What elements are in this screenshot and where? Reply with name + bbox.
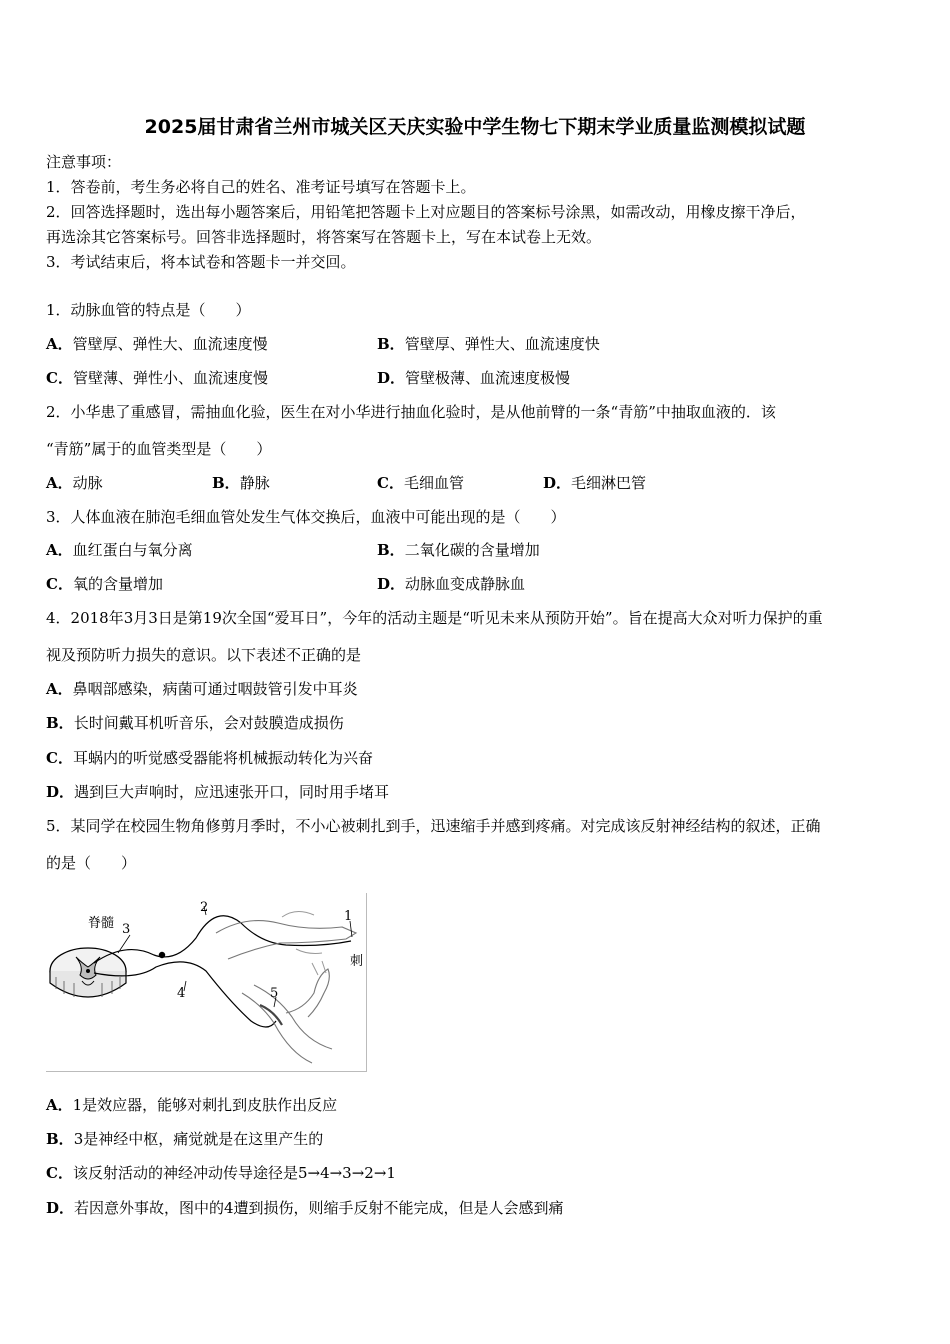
option-letter: C． xyxy=(46,369,73,387)
ganglion-dot xyxy=(159,952,165,958)
option-letter: A． xyxy=(46,680,73,698)
option-text: 遇到巨大声响时，应迅速张开口，同时用手堵耳 xyxy=(74,783,390,801)
option-text: 该反射活动的神经冲动传导途径是5→4→3→2→1 xyxy=(72,1164,396,1182)
q5-stem-2: 的是（ ） xyxy=(46,854,137,872)
option-letter: B． xyxy=(377,541,405,559)
afferent-nerve xyxy=(94,916,351,963)
option-text: 毛细淋巴管 xyxy=(571,474,647,492)
q3-stem: 3．人体血液在肺泡毛细血管处发生气体交换后，血液中可能出现的是（ ） xyxy=(46,508,566,526)
label-spinal-cord: 脊髓 xyxy=(88,916,115,931)
notice-item-3: 3．考试结束后，将本试卷和答题卡一并交回。 xyxy=(46,253,356,271)
spinal-cord-illustration xyxy=(50,948,126,997)
option-text: 管壁薄、弹性小、血流速度慢 xyxy=(72,369,268,387)
option-letter: D． xyxy=(377,369,406,387)
q4-option-a[interactable] xyxy=(46,679,358,699)
notice-heading: 注意事项： xyxy=(46,153,122,171)
q3-option-a[interactable] xyxy=(46,540,193,560)
option-text: 管壁极薄、血流速度极慢 xyxy=(405,369,571,387)
q1-option-b[interactable] xyxy=(377,334,600,354)
q3-option-c[interactable] xyxy=(46,574,163,594)
label-1: 1 xyxy=(344,909,353,924)
option-text: 长时间戴耳机听音乐，会对鼓膜造成损伤 xyxy=(73,714,344,732)
q1-stem: 1．动脉血管的特点是（ ） xyxy=(46,301,251,319)
q5-option-b[interactable] xyxy=(46,1129,323,1149)
q4-stem-1: 4．2018年3月3日是第19次全国“爱耳日”，今年的活动主题是“听见未来从预防开始”。旨在提高大众对听力保护的重 xyxy=(46,609,823,627)
option-letter: C． xyxy=(46,749,73,767)
q4-option-d[interactable] xyxy=(46,782,389,802)
option-letter: C． xyxy=(46,575,73,593)
option-letter: D． xyxy=(377,575,406,593)
option-text: 静脉 xyxy=(239,474,270,492)
q4-option-c[interactable] xyxy=(46,748,373,768)
page-title: 2025届甘肃省兰州市城关区天庆实验中学生物七下期末学业质量监测模拟试题 xyxy=(144,116,806,138)
option-text: 耳蜗内的听觉感受器能将机械振动转化为兴奋 xyxy=(72,749,373,767)
q1-option-d[interactable] xyxy=(377,368,570,388)
option-text: 血红蛋白与氧分离 xyxy=(72,541,193,559)
option-text: 动脉 xyxy=(72,474,103,492)
notice-item-2b: 再选涂其它答案标号。回答非选择题时，将答案写在答题卡上，写在本试卷上无效。 xyxy=(46,228,602,246)
label-4: 4 xyxy=(177,986,186,1001)
option-letter: B． xyxy=(212,474,240,492)
notice-item-2a: 2．回答选择题时，选出每小题答案后，用铅笔把答题卡上对应题目的答案标号涂黑，如需改动，用橡皮擦干净后， xyxy=(46,203,806,221)
q5-option-c[interactable] xyxy=(46,1163,396,1183)
q5-option-a[interactable] xyxy=(46,1095,337,1115)
q1-option-c[interactable] xyxy=(46,368,268,388)
option-text: 动脉血变成静脉血 xyxy=(405,575,526,593)
option-text: 1是效应器，能够对刺扎到皮肤作出反应 xyxy=(72,1096,338,1114)
q3-option-b[interactable] xyxy=(377,540,540,560)
q4-stem-2: 视及预防听力损失的意识。以下表述不正确的是 xyxy=(46,646,362,664)
q1-option-a[interactable] xyxy=(46,334,268,354)
q2-option-b[interactable] xyxy=(212,473,270,493)
reflex-arc-figure xyxy=(46,893,367,1072)
option-text: 氧的含量增加 xyxy=(72,575,163,593)
option-text: 二氧化碳的含量增加 xyxy=(404,541,540,559)
label-2: 2 xyxy=(200,900,209,915)
q4-option-b[interactable] xyxy=(46,713,344,733)
q2-option-a[interactable] xyxy=(46,473,103,493)
q5-option-d[interactable] xyxy=(46,1198,564,1218)
notice-item-1: 1．答卷前，考生务必将自己的姓名、准考证号填写在答题卡上。 xyxy=(46,178,476,196)
reflex-arc-diagram xyxy=(46,893,366,1071)
q5-stem-1: 5．某同学在校园生物角修剪月季时，不小心被刺扎到手，迅速缩手并感到疼痛。对完成该反射神经结构的叙述，正确 xyxy=(46,817,821,835)
option-letter: A． xyxy=(46,335,73,353)
option-letter: A． xyxy=(46,541,73,559)
option-text: 鼻咽部感染，病菌可通过咽鼓管引发中耳炎 xyxy=(72,680,358,698)
label-3: 3 xyxy=(122,922,131,937)
q2-stem-2: “青筋”属于的血管类型是（ ） xyxy=(46,440,272,458)
option-text: 管壁厚、弹性大、血流速度快 xyxy=(404,335,600,353)
option-letter: C． xyxy=(377,474,404,492)
q2-option-d[interactable] xyxy=(543,473,646,493)
option-letter: D． xyxy=(46,1199,75,1217)
q2-option-c[interactable] xyxy=(377,473,464,493)
option-letter: C． xyxy=(46,1164,73,1182)
option-letter: B． xyxy=(377,335,405,353)
option-letter: B． xyxy=(46,1130,74,1148)
option-letter: D． xyxy=(46,783,75,801)
option-text: 若因意外事故，图中的4遭到损伤，则缩手反射不能完成，但是人会感到痛 xyxy=(74,1199,564,1217)
q2-stem-1: 2．小华患了重感冒，需抽血化验，医生在对小华进行抽血化验时，是从他前臂的一条“青筋”中抽取血液的．该 xyxy=(46,403,776,421)
option-letter: B． xyxy=(46,714,74,732)
arm-illustration xyxy=(216,911,356,1063)
label-thorn: 刺 xyxy=(350,954,364,969)
option-text: 管壁厚、弹性大、血流速度慢 xyxy=(72,335,268,353)
option-text: 3是神经中枢，痛觉就是在这里产生的 xyxy=(73,1130,324,1148)
option-letter: D． xyxy=(543,474,572,492)
q3-option-d[interactable] xyxy=(377,574,525,594)
label-5: 5 xyxy=(270,986,279,1001)
option-text: 毛细血管 xyxy=(403,474,464,492)
option-letter: A． xyxy=(46,474,73,492)
option-letter: A． xyxy=(46,1096,73,1114)
